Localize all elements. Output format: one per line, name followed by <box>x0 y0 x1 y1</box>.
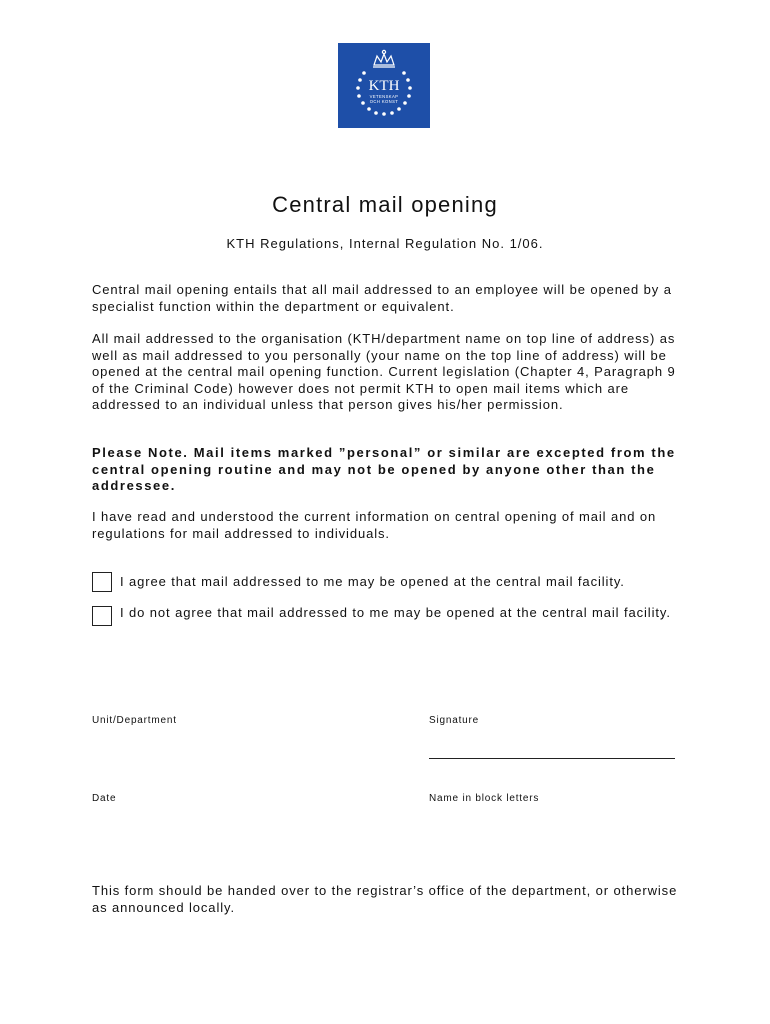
disagree-label: I do not agree that mail addressed to me may be opened at the central mail facility. <box>120 605 671 620</box>
footer-instruction: This form should be handed over to the registrar’s office of the department, or otherwise as announced locally. <box>92 883 678 915</box>
unit-department-label: Unit/Department <box>92 715 177 726</box>
legislation-paragraph: All mail addressed to the organisation (KTH/department name on top line of address) as well as mail addressed to you personally (your name on the top line of address) will be opened at the central mail opening function. Current legislation (Chapter 4, Paragraph 9 of the Criminal Code) however does not permit KTH to open mail items which are addressed to an individual unless that person gives his/her permission. <box>92 331 676 412</box>
kth-logo <box>338 43 430 128</box>
kth-crest-icon <box>338 43 430 128</box>
svg-text:OCH KONST: OCH KONST <box>369 99 399 104</box>
page-title: Central mail opening <box>272 192 498 217</box>
intro-paragraph: Central mail opening entails that all mail addressed to an employee will be opened by a specialist function within the department or equivalent. <box>92 282 672 314</box>
svg-text:VETENSKAP: VETENSKAP <box>369 94 399 99</box>
date-label: Date <box>92 793 117 804</box>
name-block-letters-label: Name in block letters <box>429 793 540 804</box>
signature-label: Signature <box>429 715 480 726</box>
disagree-checkbox[interactable] <box>92 606 112 626</box>
agree-checkbox[interactable] <box>92 572 112 592</box>
regulation-reference: KTH Regulations, Internal Regulation No. 1/06. <box>226 236 544 251</box>
note-paragraph: Please Note. Mail items marked ”personal” or similar are excepted from the central opening routine and may not be opened by anyone other than the addressee. <box>92 445 676 493</box>
signature-line[interactable] <box>429 758 675 759</box>
logo-text: KTH <box>368 78 400 94</box>
acknowledgement-paragraph: I have read and understood the current information on central opening of mail and on regulations for mail addressed to individuals. <box>92 509 657 541</box>
agree-label: I agree that mail addressed to me may be opened at the central mail facility. <box>120 574 625 589</box>
